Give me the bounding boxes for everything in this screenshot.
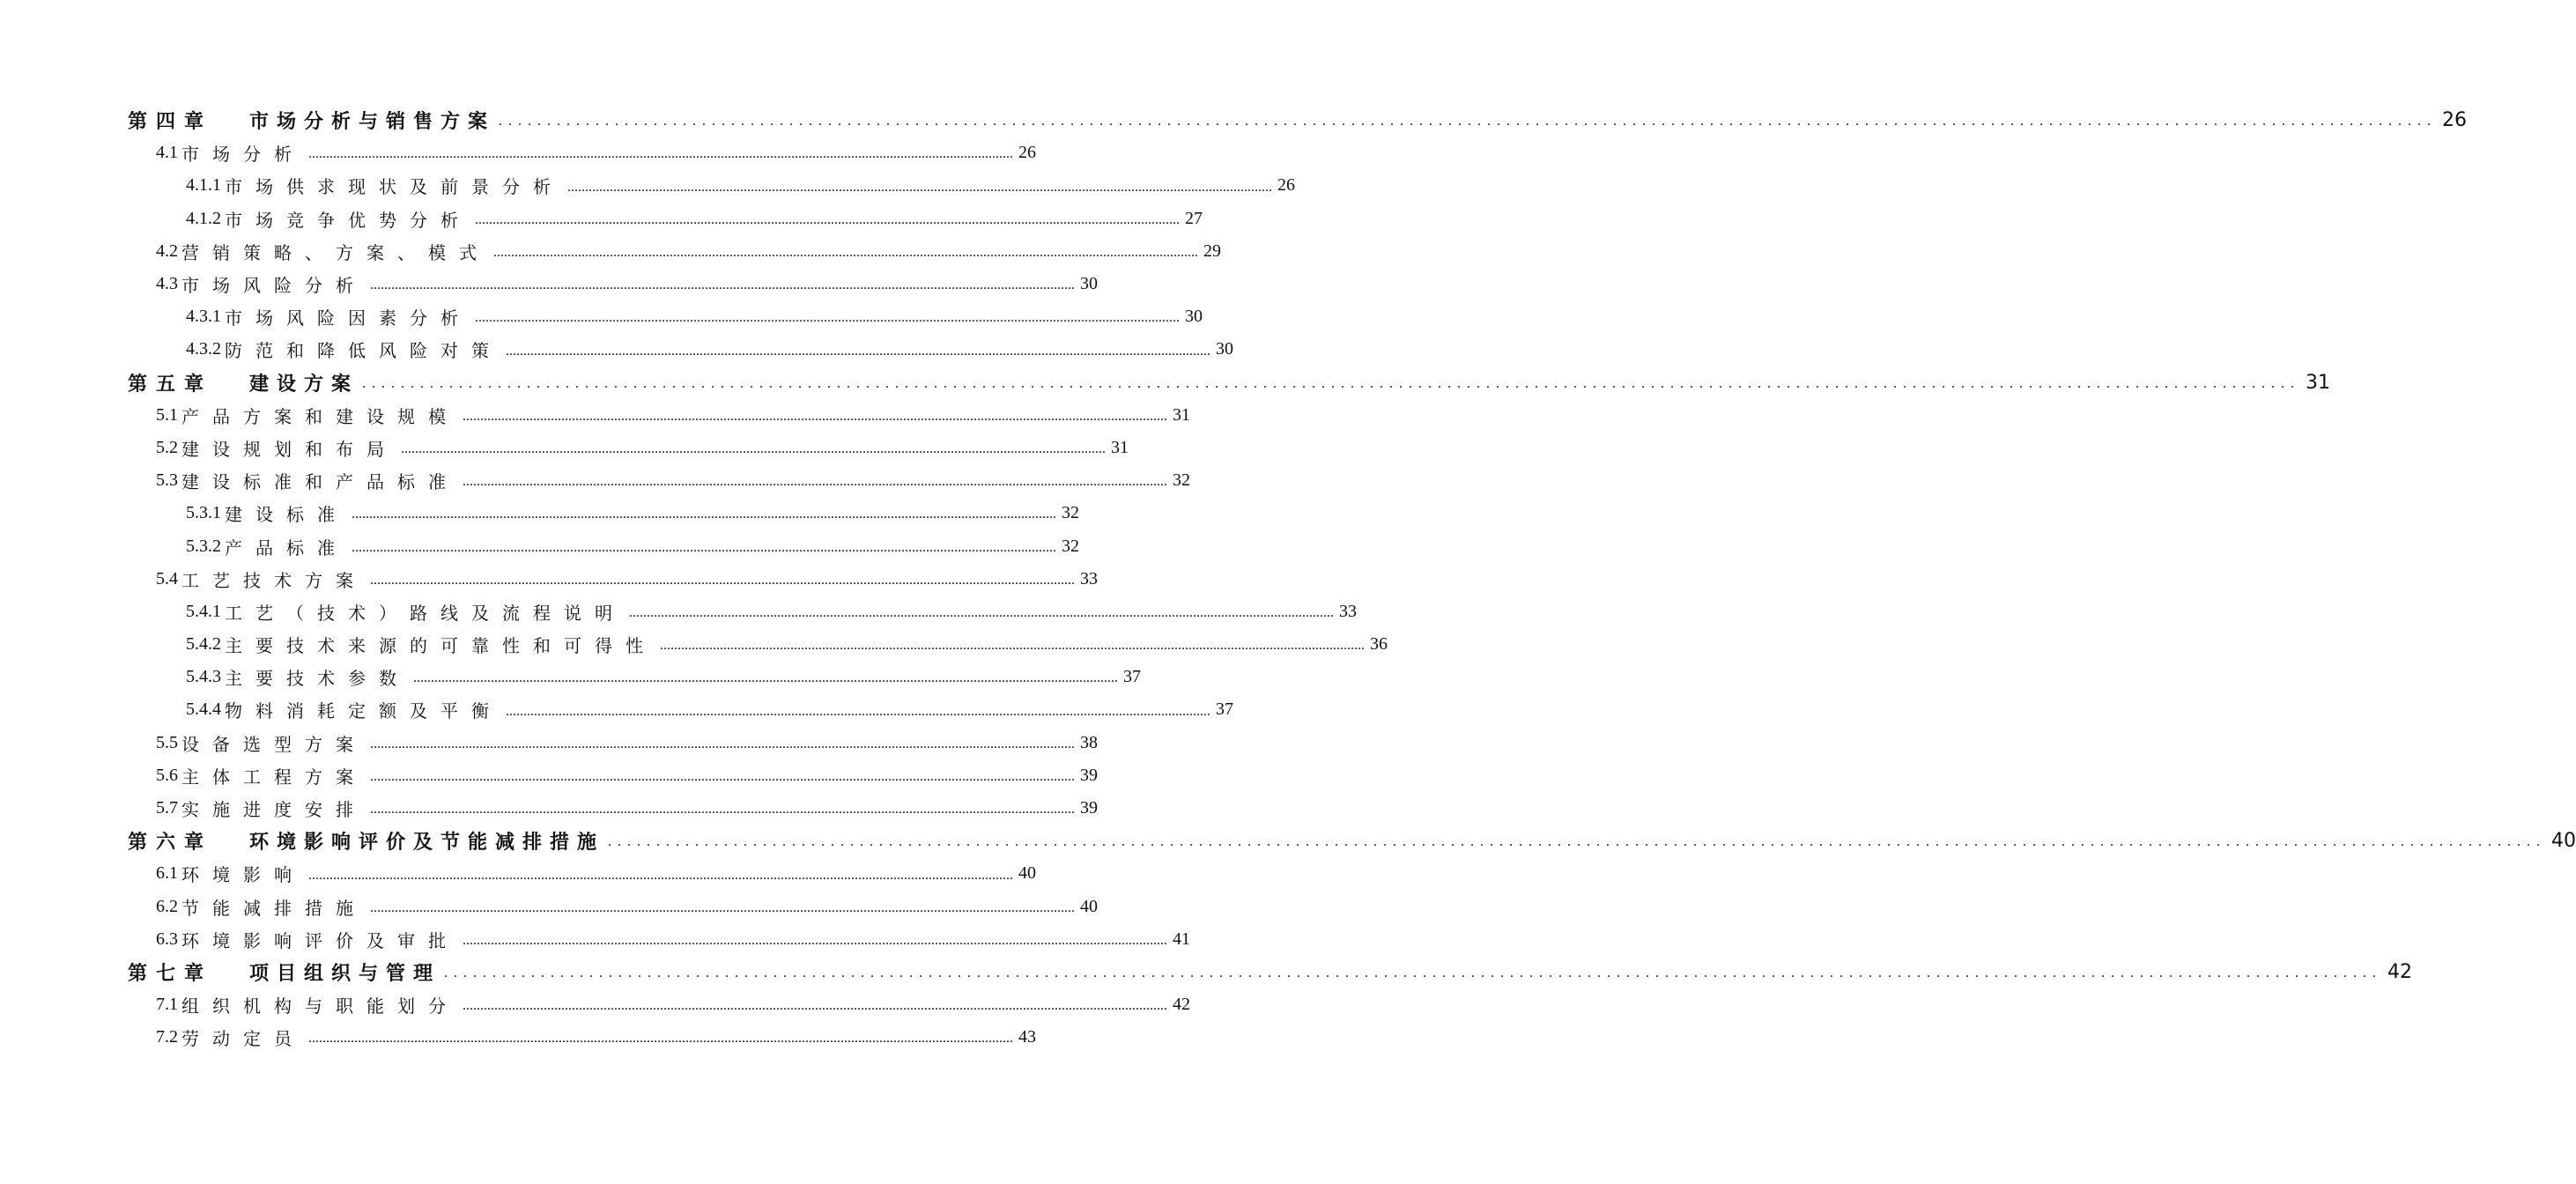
toc-entry-heading <box>128 958 440 986</box>
toc-page-number: 40 <box>1080 896 1098 916</box>
toc-leader-dots: ........................................................................................................................................................................................................ <box>475 310 1180 326</box>
toc-leader-dots: ........................................................................................................................................................................................................ <box>370 572 1075 588</box>
toc-section-entry[interactable] <box>0 529 1079 562</box>
toc-section-entry[interactable] <box>0 727 1098 759</box>
toc-entry-title: 防范和降低风险对策 <box>225 340 502 362</box>
toc-entry-number: 5.4.2 <box>186 634 221 655</box>
toc-section-entry[interactable] <box>0 268 1098 300</box>
toc-leader-dots: ........................................................................................................................................................................................................ <box>413 670 1118 686</box>
toc-page-number: 41 <box>1173 929 1190 949</box>
toc-section-entry[interactable] <box>0 137 1036 169</box>
toc-section-entry[interactable] <box>0 399 1190 432</box>
toc-page-number: 42 <box>1173 995 1190 1015</box>
toc-entry-title: 实施进度安排 <box>181 799 366 821</box>
toc-entry-heading <box>186 664 410 690</box>
toc-section-entry[interactable] <box>0 891 1098 923</box>
toc-leader-dots: ........................................................................................................................................................................................................ <box>401 441 1106 457</box>
toc-page-number: 26 <box>2442 109 2468 132</box>
toc-entry-title: 市场分析与销售方案 <box>249 111 496 134</box>
toc-section-entry[interactable] <box>0 693 1233 726</box>
toc-entry-number: 7.2 <box>156 1027 178 1047</box>
toc-leader-dots: ........................................................................................................................................................................................................ <box>463 408 1167 424</box>
toc-page-number: 38 <box>1080 732 1098 752</box>
toc-page-number: 40 <box>1018 863 1036 884</box>
toc-entry-title: 工艺（技术）路线及流程说明 <box>225 602 625 624</box>
toc-section-entry[interactable] <box>0 923 1190 956</box>
toc-leader-dots: ........................................................................................................................................................................................................ <box>352 507 1056 522</box>
toc-entry-heading <box>156 435 397 461</box>
toc-entry-heading <box>156 239 490 264</box>
toc-entry-title: 设备选型方案 <box>181 733 366 755</box>
toc-entry-number: 4.3.1 <box>186 307 221 327</box>
toc-entry-heading <box>156 468 459 493</box>
toc-entry-heading <box>156 763 366 788</box>
toc-leader-dots: ........................................................................................................................................................................................................ <box>463 474 1167 490</box>
toc-entry-number: 第四章 <box>128 111 213 134</box>
toc-entry-title: 主体工程方案 <box>181 766 366 788</box>
toc-page-number: 29 <box>1203 240 1221 261</box>
toc-page-number: 33 <box>1339 601 1357 621</box>
toc-section-entry[interactable] <box>0 497 1079 529</box>
toc-entry-title: 市场竞争优势分析 <box>225 209 471 231</box>
toc-entry-title: 节能减排措施 <box>181 897 366 919</box>
toc-leader-dots: ........................................................................................................................................................................................................ <box>370 278 1075 293</box>
toc-entry-number: 6.3 <box>156 929 178 949</box>
toc-page-number: 27 <box>1185 208 1203 228</box>
toc-entry-number: 5.6 <box>156 765 178 785</box>
toc-leader-dots: ........................................................................................................................................................................................................ <box>463 932 1167 948</box>
toc-entry-number: 5.4.1 <box>186 601 221 621</box>
toc-leader-dots: ........................................................................................................................................................................................................ <box>362 375 2301 391</box>
toc-entry-number: 4.1 <box>156 143 178 163</box>
toc-chapter-entry[interactable] <box>0 366 2331 399</box>
toc-page-number: 32 <box>1173 470 1190 491</box>
toc-entry-heading <box>156 894 366 920</box>
toc-entry-number: 5.1 <box>156 404 178 425</box>
toc-page-number: 31 <box>1173 404 1190 425</box>
toc-entry-heading <box>186 697 502 722</box>
toc-entry-title: 物料消耗定额及平衡 <box>225 700 502 722</box>
toc-page-number: 37 <box>1216 699 1233 720</box>
toc-page-number: 37 <box>1123 667 1141 687</box>
toc-leader-dots: ........................................................................................................................................................................................................ <box>506 703 1210 719</box>
toc-leader-dots: ........................................................................................................................................................................................................ <box>660 638 1365 654</box>
toc-section-entry[interactable] <box>0 1021 1036 1054</box>
toc-entry-title: 市场供求现状及前景分析 <box>225 176 564 198</box>
toc-page-number: 31 <box>1111 437 1129 457</box>
toc-entry-title: 市场分析 <box>181 144 305 166</box>
toc-entry-number: 5.2 <box>156 437 178 457</box>
toc-section-entry[interactable] <box>0 235 1221 268</box>
toc-entry-heading <box>186 534 348 559</box>
toc-leader-dots: ........................................................................................................................................................................................................ <box>444 966 2383 981</box>
toc-page-number: 30 <box>1216 339 1233 359</box>
toc-entry-heading <box>186 206 471 232</box>
toc-entry-title: 环境影响评价及审批 <box>181 929 459 951</box>
toc-entry-heading <box>186 304 471 329</box>
toc-section-entry[interactable] <box>0 203 1203 235</box>
toc-leader-dots: ........................................................................................................................................................................................................ <box>308 1031 1013 1047</box>
toc-entry-number: 5.3 <box>156 470 178 491</box>
toc-entry-title: 建设标准 <box>225 504 348 526</box>
toc-entry-heading <box>186 337 502 362</box>
toc-leader-dots: ........................................................................................................................................................................................................ <box>629 605 1334 620</box>
toc-section-entry[interactable] <box>0 169 1295 202</box>
toc-page-number: 30 <box>1080 274 1098 294</box>
toc-entry-title: 工艺技术方案 <box>181 569 366 591</box>
toc-leader-dots: ........................................................................................................................................................................................................ <box>370 768 1075 784</box>
toc-leader-dots: ........................................................................................................................................................................................................ <box>493 244 1198 260</box>
toc-leader-dots: ........................................................................................................................................................................................................ <box>370 736 1075 751</box>
toc-entry-number: 5.3.2 <box>186 536 221 556</box>
toc-entry-heading <box>186 632 656 657</box>
toc-page-number: 30 <box>1185 307 1203 327</box>
toc-page-number: 32 <box>1062 536 1079 556</box>
toc-page-number: 40 <box>2551 830 2576 853</box>
toc-entry-number: 4.1.2 <box>186 208 221 228</box>
toc-page-number: 39 <box>1080 765 1098 785</box>
toc-page-number: 36 <box>1370 634 1388 655</box>
toc-entry-heading <box>156 730 366 756</box>
toc-leader-dots: ........................................................................................................................................................................................................ <box>308 867 1013 883</box>
toc-entry-number: 4.2 <box>156 240 178 261</box>
toc-entry-number: 第七章 <box>128 962 213 985</box>
toc-leader-dots: ........................................................................................................................................................................................................ <box>499 114 2438 130</box>
toc-entry-number: 4.3.2 <box>186 339 221 359</box>
toc-entry-number: 5.5 <box>156 732 178 752</box>
toc-page-number: 32 <box>1062 503 1079 523</box>
toc-entry-title: 项目组织与管理 <box>249 962 441 985</box>
toc-page-number: 26 <box>1018 143 1036 163</box>
toc-entry-heading <box>128 107 495 134</box>
toc-entry-number: 5.3.1 <box>186 503 221 523</box>
toc-entry-heading <box>186 599 625 625</box>
toc-leader-dots: ........................................................................................................................................................................................................ <box>608 834 2547 850</box>
toc-page-number: 31 <box>2306 371 2331 394</box>
toc-entry-number: 5.7 <box>156 798 178 818</box>
toc-entry-title: 组织机构与职能划分 <box>181 995 459 1018</box>
toc-leader-dots: ........................................................................................................................................................................................................ <box>463 998 1167 1014</box>
toc-page-number: 43 <box>1018 1027 1036 1047</box>
toc-page-number: 26 <box>1277 175 1295 196</box>
toc-section-entry[interactable] <box>0 596 1357 628</box>
toc-entry-heading <box>128 827 604 855</box>
toc-entry-heading <box>186 500 348 526</box>
toc-entry-heading <box>156 403 459 428</box>
toc-entry-number: 6.2 <box>156 896 178 916</box>
toc-entry-number: 4.1.1 <box>186 175 221 196</box>
toc-entry-heading <box>156 140 305 166</box>
toc-section-entry[interactable] <box>0 300 1203 333</box>
toc-entry-heading <box>156 927 459 952</box>
table-of-contents <box>0 104 2576 1054</box>
toc-entry-heading <box>186 173 564 198</box>
toc-entry-heading <box>156 796 366 821</box>
toc-chapter-entry[interactable] <box>0 956 2413 988</box>
toc-section-entry[interactable] <box>0 857 1036 890</box>
toc-section-entry[interactable] <box>0 432 1129 464</box>
toc-section-entry[interactable] <box>0 759 1098 792</box>
toc-leader-dots: ........................................................................................................................................................................................................ <box>370 802 1075 818</box>
toc-entry-title: 环境影响 <box>181 864 305 886</box>
toc-entry-number: 6.1 <box>156 863 178 884</box>
toc-entry-number: 第五章 <box>128 373 213 396</box>
toc-section-entry[interactable] <box>0 563 1098 596</box>
toc-entry-title: 产品标准 <box>225 536 348 559</box>
toc-leader-dots: ........................................................................................................................................................................................................ <box>352 539 1056 555</box>
toc-entry-heading <box>156 271 366 297</box>
toc-entry-number: 5.4.4 <box>186 699 221 720</box>
toc-entry-title: 主要技术来源的可靠性和可得性 <box>225 635 656 657</box>
toc-entry-heading <box>156 992 459 1018</box>
toc-entry-title: 营销策略、方案、模式 <box>181 241 490 263</box>
toc-section-entry[interactable] <box>0 661 1141 693</box>
toc-entry-heading <box>156 861 305 886</box>
toc-entry-title: 建设方案 <box>249 373 359 396</box>
toc-chapter-entry[interactable] <box>0 104 2468 137</box>
toc-leader-dots: ........................................................................................................................................................................................................ <box>567 179 1272 195</box>
toc-page-number: 42 <box>2387 960 2413 983</box>
toc-page-number: 33 <box>1080 568 1098 588</box>
toc-entry-title: 市场风险因素分析 <box>225 307 471 329</box>
toc-leader-dots: ........................................................................................................................................................................................................ <box>506 343 1210 359</box>
toc-entry-number: 5.4 <box>156 568 178 588</box>
toc-leader-dots: ........................................................................................................................................................................................................ <box>370 899 1075 915</box>
toc-entry-title: 市场风险分析 <box>181 275 366 297</box>
toc-section-entry[interactable] <box>0 628 1388 661</box>
toc-section-entry[interactable] <box>0 333 1233 366</box>
toc-entry-title: 主要技术参数 <box>225 668 410 690</box>
toc-entry-title: 劳动定员 <box>181 1028 305 1050</box>
toc-entry-title: 环境影响评价及节能减排措施 <box>249 832 605 855</box>
toc-entry-heading <box>156 1025 305 1050</box>
toc-leader-dots: ........................................................................................................................................................................................................ <box>308 146 1013 162</box>
toc-entry-title: 建设规划和布局 <box>181 438 397 460</box>
toc-section-entry[interactable] <box>0 988 1190 1021</box>
toc-section-entry[interactable] <box>0 792 1098 825</box>
toc-entry-heading <box>156 566 366 592</box>
toc-chapter-entry[interactable] <box>0 825 2576 857</box>
toc-section-entry[interactable] <box>0 464 1190 497</box>
toc-leader-dots: ........................................................................................................................................................................................................ <box>475 211 1180 227</box>
toc-entry-number: 7.1 <box>156 995 178 1015</box>
toc-entry-title: 建设标准和产品标准 <box>181 471 459 493</box>
toc-entry-heading <box>128 369 359 396</box>
toc-entry-number: 5.4.3 <box>186 667 221 687</box>
toc-entry-number: 第六章 <box>128 832 213 855</box>
toc-entry-number: 4.3 <box>156 274 178 294</box>
toc-entry-title: 产品方案和建设规模 <box>181 405 459 427</box>
toc-page-number: 39 <box>1080 798 1098 818</box>
